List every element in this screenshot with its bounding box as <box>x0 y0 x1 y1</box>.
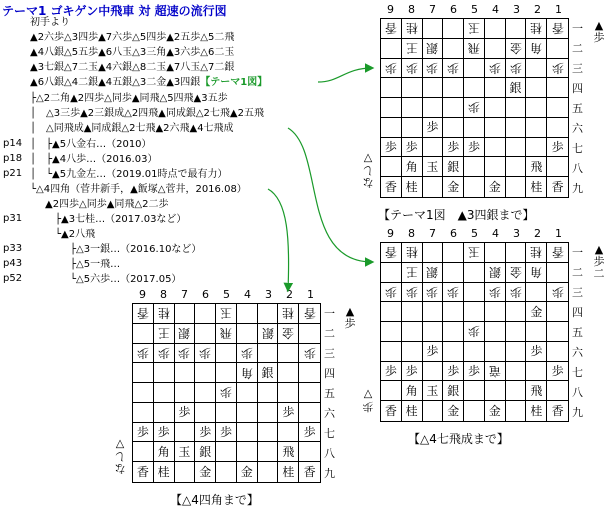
sente-piece: 歩 <box>547 138 568 158</box>
tree-line: └▲2八飛 <box>55 229 96 240</box>
gote-piece: 歩 <box>133 344 154 364</box>
hand-glyph: 歩 <box>344 317 356 330</box>
gote-piece: 歩 <box>237 344 258 364</box>
sente-piece: 銀 <box>195 442 216 462</box>
gote-piece: 角 <box>526 39 547 59</box>
tree-line: ├▲3七桂…（2017.03など） <box>55 214 187 225</box>
sente-piece: 歩 <box>443 362 464 382</box>
tree-line: └△5六歩…（2017.05） <box>70 274 182 285</box>
sente-piece: 歩 <box>464 362 485 382</box>
sente-piece: 歩 <box>278 403 299 423</box>
file-label: 9 <box>387 227 394 240</box>
rank-label: 六 <box>572 122 583 135</box>
tree-line: ├△3一銀…（2016.10など） <box>70 244 202 255</box>
sente-piece: 金 <box>526 302 547 322</box>
file-label: 7 <box>181 288 188 301</box>
rank-label: 七 <box>324 427 335 440</box>
gote-piece: 香 <box>133 304 154 324</box>
rank-label: 七 <box>572 366 583 379</box>
hand-glyph: ▽ <box>363 388 373 401</box>
rank-label: 九 <box>572 182 583 195</box>
gote-piece: 歩 <box>154 344 175 364</box>
file-label: 2 <box>534 3 541 16</box>
sente-piece: 歩 <box>443 138 464 158</box>
tree-line: │ └▲5九金左…（2019.01時点で最有力） <box>30 169 228 180</box>
gote-piece: 歩 <box>423 59 444 79</box>
gote-piece: 歩 <box>464 322 485 342</box>
page-title: テーマ1 ゴキゲン中飛車 対 超速の流行図 <box>2 4 227 18</box>
sente-piece: 香 <box>381 177 402 197</box>
sente-piece: 香 <box>551 180 564 195</box>
gote-piece: 歩 <box>485 59 506 79</box>
rank-label: 一 <box>324 307 335 320</box>
rank-label: 七 <box>572 142 583 155</box>
gote-piece: 金 <box>278 324 299 344</box>
arrow-to-47-promote <box>288 128 372 262</box>
tree-line: ▲2六歩△3四歩▲7六歩△5四歩▲2五歩△5二飛 <box>30 32 235 43</box>
tree-line: ├△2二角▲2四歩△同歩▲同飛△5四飛▲3五歩 <box>30 93 228 104</box>
file-label: 3 <box>513 227 520 240</box>
gote-piece: 歩 <box>547 283 568 303</box>
gote-piece: 銀 <box>423 39 444 59</box>
hand-glyph: 二 <box>593 267 605 280</box>
theme-diagram-link[interactable]: 【テーマ1図】 <box>200 77 268 88</box>
gote-piece: 桂 <box>278 304 299 324</box>
rank-label: 二 <box>572 42 583 55</box>
rank-label: 三 <box>324 347 335 360</box>
gote-piece: 歩 <box>485 283 506 303</box>
rank-label: 九 <box>324 467 335 480</box>
gote-piece: 歩 <box>443 59 464 79</box>
sente-piece: 玉 <box>423 381 444 401</box>
rank-label: 五 <box>572 326 583 339</box>
rank-label: 四 <box>572 306 583 319</box>
rank-label: 一 <box>572 246 583 259</box>
file-label: 7 <box>429 3 436 16</box>
file-label: 1 <box>307 288 314 301</box>
file-label: 8 <box>408 3 415 16</box>
tree-line: ▲3七銀△7二玉▲4六銀△8二玉▲7八玉△7二銀 <box>30 62 235 73</box>
rank-label: 四 <box>324 367 335 380</box>
tree-line: ▲6八銀△4二銀▲4五銀△3二金▲3四銀【テーマ1図】 <box>30 77 268 88</box>
rank-label: 八 <box>572 162 583 175</box>
sente-piece: 香 <box>551 404 564 419</box>
hand-glyph: ▽ <box>363 152 373 165</box>
gote-piece: 歩 <box>216 383 237 403</box>
tree-line: │ △同飛成▲同成銀△2七飛▲2六飛▲4七飛成 <box>30 123 234 134</box>
file-label: 7 <box>429 227 436 240</box>
sente-piece: 桂 <box>402 401 423 421</box>
rank-label: 二 <box>324 327 335 340</box>
file-label: 3 <box>265 288 272 301</box>
gote-piece: 玉 <box>464 19 485 39</box>
file-label: 1 <box>555 3 562 16</box>
page-ref: p31 <box>3 213 23 224</box>
gote-piece: 歩 <box>402 283 423 303</box>
sente-piece: 金 <box>195 462 216 482</box>
rank-label: 二 <box>572 266 583 279</box>
gote-piece: 角 <box>526 263 547 283</box>
gote-piece: 歩 <box>506 59 527 79</box>
rank-label: 八 <box>324 447 335 460</box>
rank-label: 三 <box>572 62 583 75</box>
rank-label: 一 <box>572 22 583 35</box>
diagram-caption: 【△4四角まで】 <box>170 493 259 507</box>
hand-glyph: し <box>362 164 374 177</box>
page-ref: p21 <box>3 168 23 179</box>
gote-piece: 玉 <box>464 243 485 263</box>
sente-piece: 桂 <box>278 462 299 482</box>
gote-piece: 銀 <box>485 263 506 283</box>
sente-piece: 歩 <box>402 362 423 382</box>
sente-piece: 玉 <box>423 157 444 177</box>
file-label: 5 <box>471 3 478 16</box>
file-label: 3 <box>513 3 520 16</box>
tree-line: │ ├▲4八歩…（2016.03） <box>30 154 158 165</box>
gote-piece: 香 <box>547 19 568 39</box>
file-label: 5 <box>223 288 230 301</box>
sente-piece: 金 <box>237 462 258 482</box>
sente-piece: 歩 <box>175 403 196 423</box>
gote-piece: 銀 <box>423 263 444 283</box>
gote-piece: 歩 <box>402 59 423 79</box>
tree-line: ├△5一飛… <box>70 259 121 270</box>
gote-piece: 王 <box>402 263 423 283</box>
sente-piece: 角 <box>402 157 423 177</box>
sente-piece: 歩 <box>216 423 237 443</box>
file-label: 8 <box>160 288 167 301</box>
file-label: 4 <box>244 288 251 301</box>
rank-label: 九 <box>572 406 583 419</box>
file-label: 4 <box>492 3 499 16</box>
gote-piece: 歩 <box>381 59 402 79</box>
sente-piece: 金 <box>485 401 506 421</box>
gote-piece: 竜 <box>485 362 506 382</box>
rank-label: 五 <box>572 102 583 115</box>
sente-piece: 銀 <box>443 157 464 177</box>
sente-piece: 飛 <box>278 442 299 462</box>
sente-piece: 銀 <box>506 78 527 98</box>
gote-piece: 桂 <box>154 304 175 324</box>
page-ref: p43 <box>3 258 23 269</box>
rank-label: 四 <box>572 82 583 95</box>
gote-piece: 金 <box>506 263 527 283</box>
rank-label: 六 <box>572 346 583 359</box>
tree-line: ▲4八銀△5五歩▲6八玉△3三角▲3六歩△6二玉 <box>30 47 235 58</box>
sente-piece: 桂 <box>402 177 423 197</box>
sente-piece: 玉 <box>175 442 196 462</box>
sente-piece: 金 <box>443 177 464 197</box>
sente-piece: 歩 <box>299 423 320 443</box>
gote-piece: 香 <box>299 304 320 324</box>
file-label: 8 <box>408 227 415 240</box>
sente-piece: 銀 <box>258 363 279 383</box>
gote-piece: 桂 <box>402 19 423 39</box>
hand-glyph: ▽ <box>115 438 125 451</box>
file-label: 5 <box>471 227 478 240</box>
hand-glyph: ▲ <box>594 19 604 32</box>
sente-piece: 歩 <box>133 423 154 443</box>
sente-piece: 香 <box>133 462 154 482</box>
sente-piece: 飛 <box>526 157 547 177</box>
page-ref: p14 <box>3 138 23 149</box>
hand-glyph: ▲ <box>594 243 604 256</box>
hand-glyph: 歩 <box>362 400 374 413</box>
file-label: 9 <box>387 3 394 16</box>
rank-label: 八 <box>572 386 583 399</box>
sente-piece: 角 <box>154 442 175 462</box>
sente-piece: 銀 <box>443 381 464 401</box>
file-label: 4 <box>492 227 499 240</box>
sente-piece: 桂 <box>526 401 547 421</box>
sente-piece: 歩 <box>402 138 423 158</box>
gote-piece: 金 <box>506 39 527 59</box>
sente-piece: 歩 <box>547 362 568 382</box>
rank-label: 六 <box>324 407 335 420</box>
file-label: 2 <box>534 227 541 240</box>
hand-glyph: し <box>114 450 126 463</box>
sente-piece: 香 <box>381 401 402 421</box>
sente-piece: 香 <box>303 465 316 480</box>
hand-glyph: な <box>362 176 374 189</box>
gote-piece: 銀 <box>175 324 196 344</box>
gote-piece: 歩 <box>381 283 402 303</box>
gote-piece: 歩 <box>195 344 216 364</box>
gote-piece: 歩 <box>464 98 485 118</box>
gote-piece: 王 <box>402 39 423 59</box>
gote-piece: 歩 <box>299 344 320 364</box>
gote-piece: 銀 <box>258 324 279 344</box>
sente-piece: 歩 <box>381 138 402 158</box>
page-ref: p18 <box>3 153 23 164</box>
gote-piece: 桂 <box>402 243 423 263</box>
gote-piece: 歩 <box>547 59 568 79</box>
gote-piece: 香 <box>547 243 568 263</box>
hand-glyph: 歩 <box>593 255 605 268</box>
tree-line: ▲2四歩△同歩▲同飛△2二歩 <box>45 199 169 210</box>
hand-glyph: 歩 <box>593 31 605 44</box>
sente-piece: 歩 <box>195 423 216 443</box>
tree-line: └△4四角（菅井新手，▲飯塚△菅井，2016.08） <box>30 184 247 195</box>
gote-piece: 桂 <box>526 19 547 39</box>
file-label: 2 <box>286 288 293 301</box>
gote-piece: 香 <box>381 19 402 39</box>
arrow-to-44-kaku <box>268 189 289 290</box>
sente-piece: 金 <box>443 401 464 421</box>
gote-piece: 飛 <box>464 39 485 59</box>
sente-piece: 歩 <box>423 118 444 138</box>
gote-piece: 歩 <box>443 283 464 303</box>
file-label: 6 <box>450 3 457 16</box>
file-label: 1 <box>555 227 562 240</box>
gote-piece: 歩 <box>506 283 527 303</box>
diagram-caption: 【テーマ1図 ▲3四銀まで】 <box>378 208 535 222</box>
sente-piece: 歩 <box>381 362 402 382</box>
tree-line: │ △3三歩▲2三銀成△2四飛▲同成銀△2七飛▲2五飛 <box>30 108 264 119</box>
sente-piece: 桂 <box>526 177 547 197</box>
page-ref: p33 <box>3 243 23 254</box>
file-label: 6 <box>450 227 457 240</box>
tree-line: │ ├▲5八金右…（2010） <box>30 139 152 150</box>
hand-glyph: な <box>114 462 126 475</box>
sente-piece: 歩 <box>154 423 175 443</box>
arrow-to-theme1 <box>318 68 372 82</box>
file-label: 9 <box>139 288 146 301</box>
sente-piece: 歩 <box>526 342 547 362</box>
tree-line: 初手より <box>30 17 70 28</box>
gote-piece: 桂 <box>526 243 547 263</box>
sente-piece: 角 <box>402 381 423 401</box>
gote-piece: 歩 <box>175 344 196 364</box>
sente-piece: 歩 <box>423 342 444 362</box>
sente-piece: 金 <box>485 177 506 197</box>
rank-label: 五 <box>324 387 335 400</box>
sente-piece: 桂 <box>154 462 175 482</box>
diagram-caption: 【△4七飛成まで】 <box>408 432 509 446</box>
hand-glyph: ▲ <box>345 305 355 318</box>
file-label: 6 <box>202 288 209 301</box>
gote-piece: 歩 <box>423 283 444 303</box>
gote-piece: 飛 <box>216 324 237 344</box>
page-ref: p52 <box>3 273 23 284</box>
gote-piece: 王 <box>154 324 175 344</box>
sente-piece: 歩 <box>464 138 485 158</box>
gote-piece: 香 <box>381 243 402 263</box>
gote-piece: 角 <box>237 363 258 383</box>
gote-piece: 玉 <box>216 304 237 324</box>
sente-piece: 飛 <box>526 381 547 401</box>
rank-label: 三 <box>572 286 583 299</box>
